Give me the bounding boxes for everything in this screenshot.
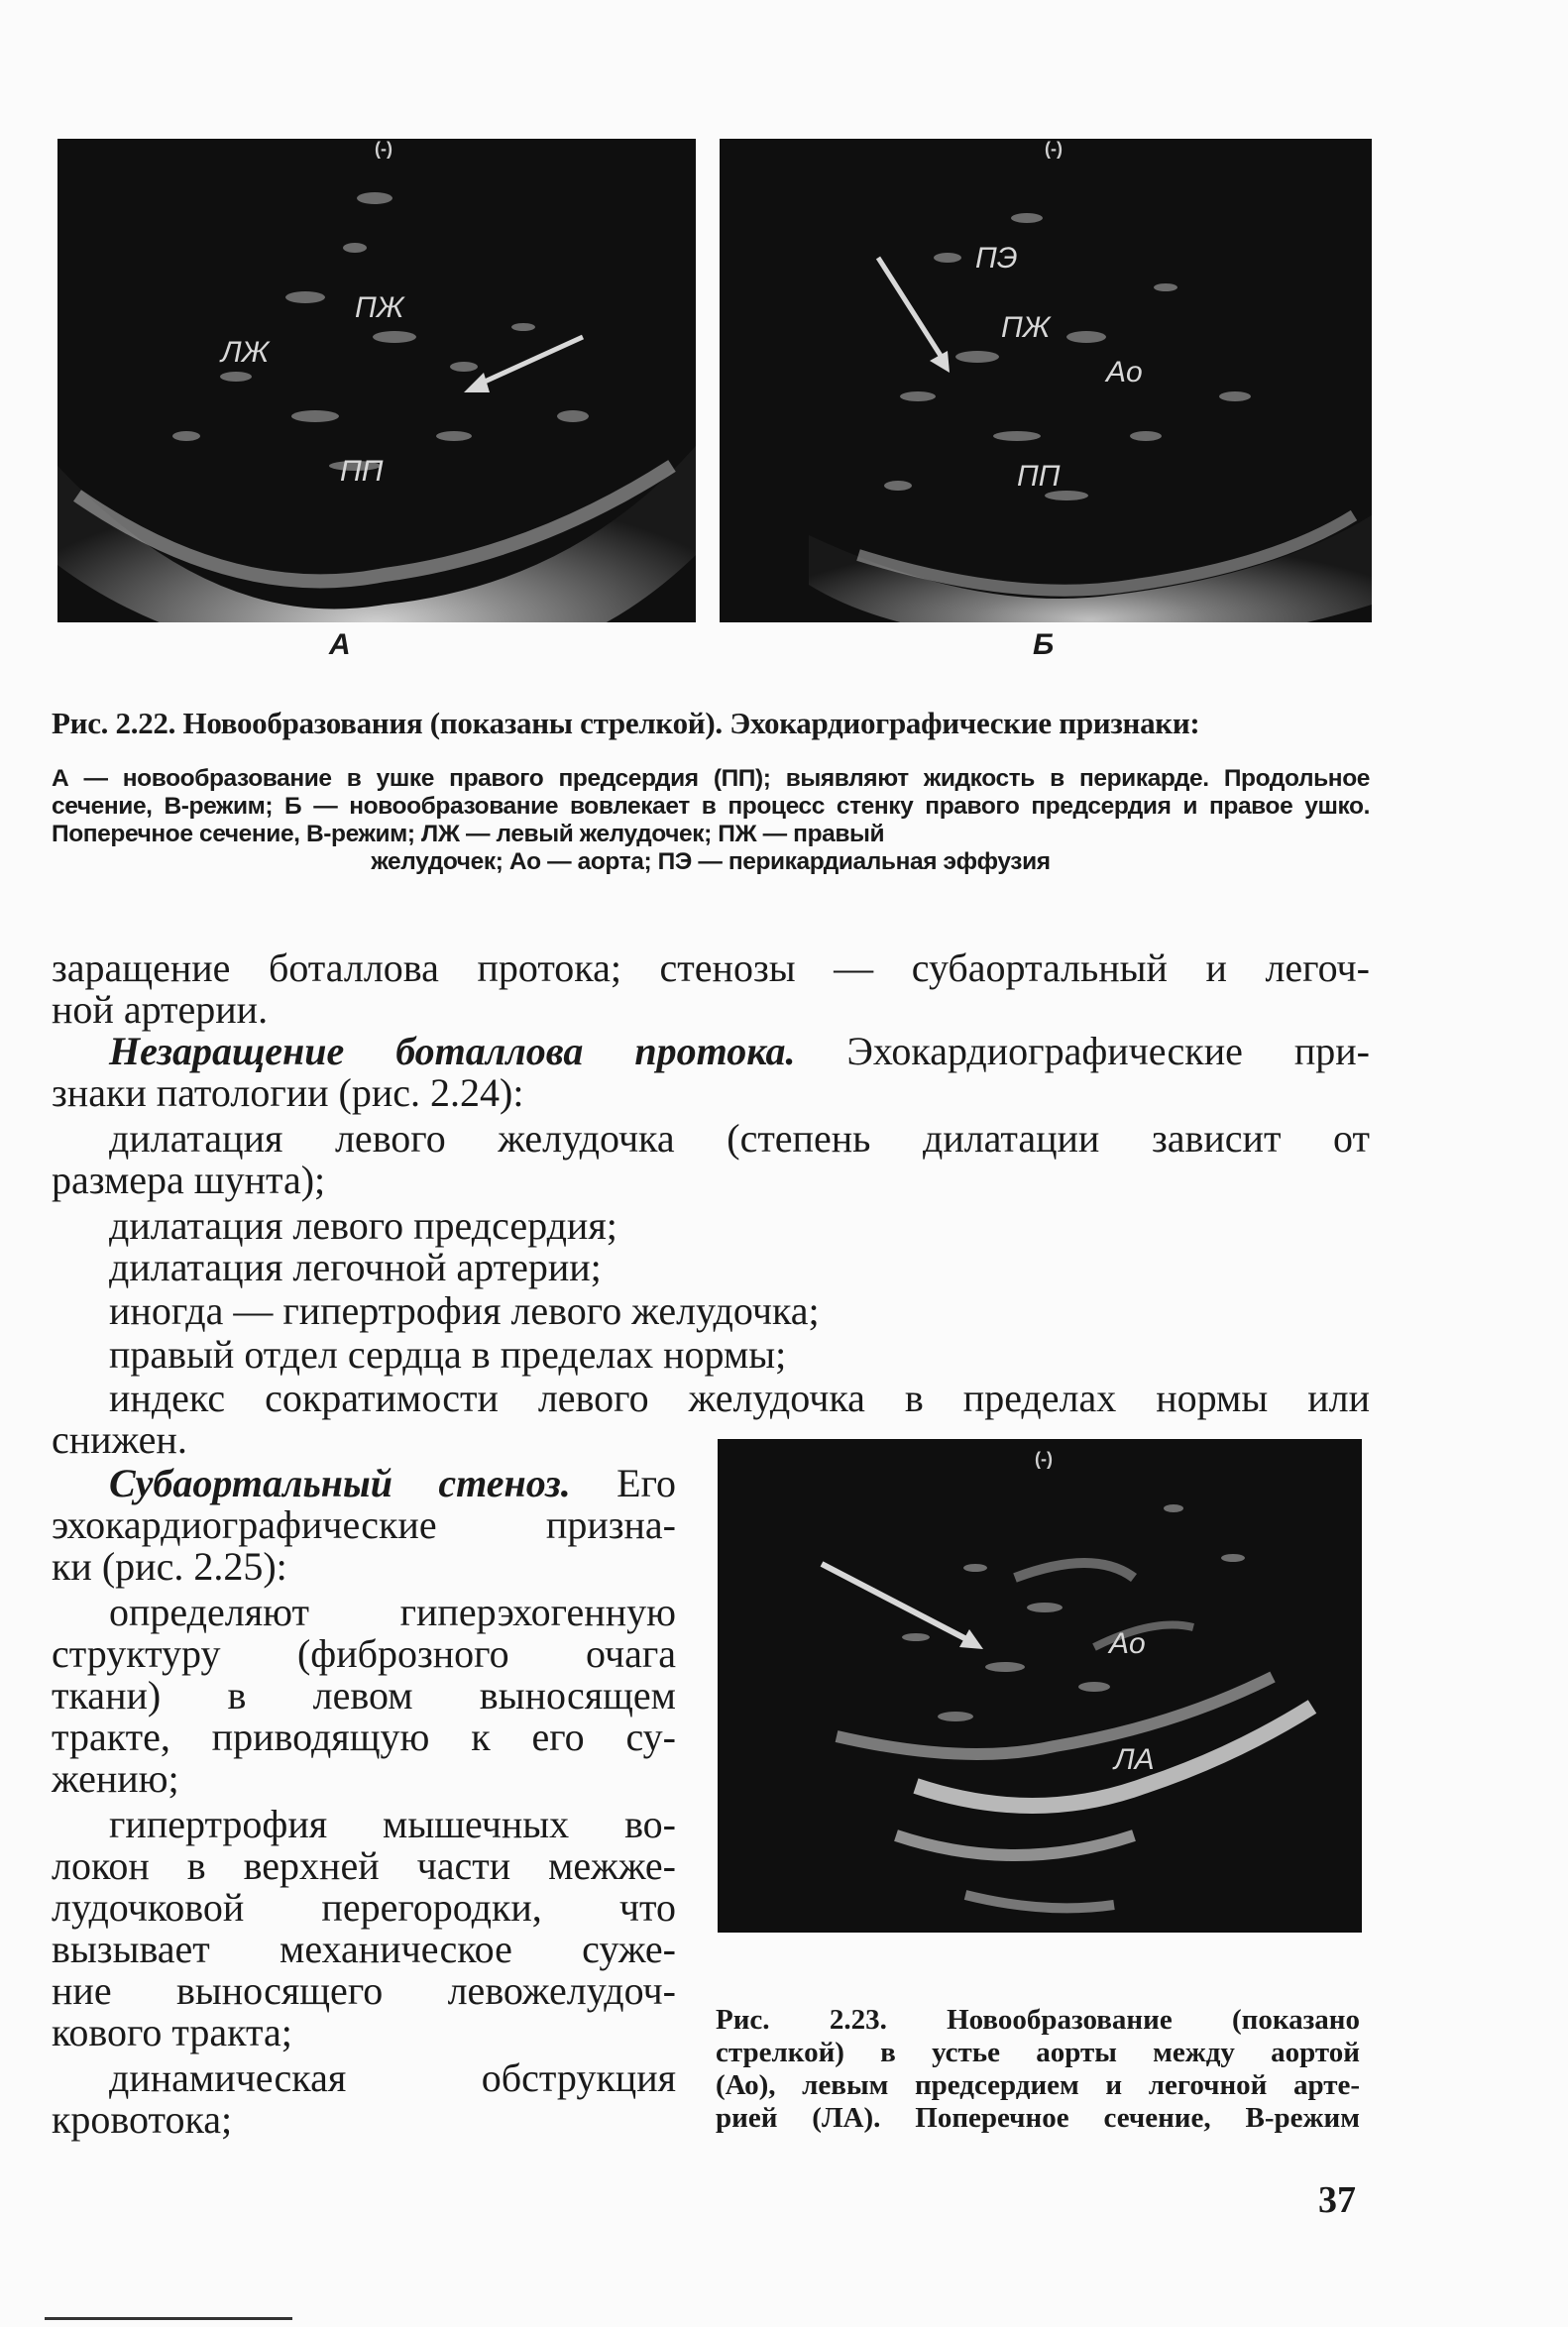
panel-letter-a: А xyxy=(329,628,351,661)
text-line: ки (рис. 2.25): xyxy=(52,1544,287,1589)
list-item: дилатация левого желудочка (степень дилатации зависит от xyxy=(109,1116,1370,1161)
label-pp-a: ПП xyxy=(340,455,384,488)
text-line: Его xyxy=(616,1461,676,1505)
subaortic-paragraph-start xyxy=(109,1463,676,1504)
figure-2-22-caption-last: желудочек; Ао — аорта; ПЭ — перикардиальная эффузия xyxy=(371,848,1051,875)
list-item: дилатация левого предсердия; xyxy=(109,1203,617,1248)
label-pzh-b: ПЖ xyxy=(1001,311,1051,344)
figure-2-23-caption-line: стрелкой) в устье аорты между аортой xyxy=(716,2037,1360,2068)
text-line: жению; xyxy=(52,1756,179,1801)
text-line: снижен. xyxy=(52,1417,187,1462)
list-item: правый отдел сердца в пределах нормы; xyxy=(109,1332,787,1377)
label-ao-b: Ao xyxy=(1106,356,1143,388)
text-line: ной артерии. xyxy=(52,987,269,1032)
echo-marker-a: (-) xyxy=(375,139,392,159)
figure-2-22-caption-body: А — новообразование в ушке правого предсердия (ПП); выявляют жидкость в перикарде. Продольное сечение, В-режим; Б — новообразование вовлекает в процесс стенку правого предсердия и правое ушко. Поперечное сечение, В-режим; ЛЖ — левый желудочек; ПЖ — правый xyxy=(52,765,1370,847)
text-line: заращение боталлова протока; стенозы — субаортальный и легоч- xyxy=(52,945,1370,990)
text-line: ткани) в левом выносящем xyxy=(52,1673,676,1718)
label-pzh-a: ПЖ xyxy=(355,291,404,324)
echo-image-b xyxy=(720,139,1372,622)
text-line: лудочковой перегородки, что xyxy=(52,1885,676,1930)
figure-2-23-caption-line: рией (ЛА). Поперечное сечение, В-режим xyxy=(716,2102,1360,2134)
list-item: иногда — гипертрофия левого желудочка; xyxy=(109,1288,820,1333)
pda-paragraph-start xyxy=(109,1031,1370,1072)
label-ao-2-23: Ao xyxy=(1109,1627,1146,1660)
text-line: кового тракта; xyxy=(52,2010,292,2054)
echo-image-a xyxy=(57,139,696,622)
text-line: размера шунта); xyxy=(52,1158,326,1202)
label-lzh-a: ЛЖ xyxy=(221,336,270,369)
page-number: 37 xyxy=(1318,2179,1356,2221)
list-item: определяют гиперэхогенную xyxy=(109,1590,676,1634)
text-line: структуру (фиброзного очага xyxy=(52,1631,676,1676)
echo-marker-2-23: (-) xyxy=(1035,1449,1053,1469)
figure-2-23-caption-line: Рис. 2.23. Новообразование (показано xyxy=(716,2004,1360,2036)
footer-rule xyxy=(45,2317,292,2320)
figure-2-23-caption-line: (Ао), левым предсердием и легочной арте- xyxy=(716,2069,1360,2101)
list-item: дилатация легочной артерии; xyxy=(109,1245,602,1289)
text-line: кровотока; xyxy=(52,2097,233,2142)
text-line: Эхокардиографические при- xyxy=(846,1029,1370,1073)
echo-marker-b: (-) xyxy=(1045,139,1063,159)
text-line: вызывает механическое суже- xyxy=(52,1927,676,1971)
list-item: индекс сократимости левого желудочка в пределах нормы или xyxy=(109,1376,1370,1420)
text-line: знаки патологии (рис. 2.24): xyxy=(52,1070,524,1115)
text-line: ние выносящего левожелудоч- xyxy=(52,1968,676,2013)
subaortic-heading: Субаортальный стеноз. xyxy=(109,1461,571,1505)
text-line: эхокардиографические призна- xyxy=(52,1502,676,1547)
figure-2-23-caption xyxy=(716,2004,1360,2135)
text-line: тракте, приводящую к его су- xyxy=(52,1715,676,1759)
pda-heading: Незаращение боталлова протока. xyxy=(109,1029,796,1073)
text-line: локон в верхней части межже- xyxy=(52,1843,676,1888)
list-item: динамическая обструкция xyxy=(109,2055,676,2100)
echo-image-2-23 xyxy=(718,1439,1362,1933)
panel-letter-b: Б xyxy=(1033,628,1055,661)
figure-2-22-caption xyxy=(52,765,1370,876)
list-item: гипертрофия мышечных во- xyxy=(109,1802,676,1846)
figure-2-22-title: Рис. 2.22. Новообразования (показаны стрелкой). Эхокардиографические признаки: xyxy=(52,706,1200,740)
label-la-2-23: ЛА xyxy=(1114,1743,1155,1776)
label-pp-b: ПП xyxy=(1017,460,1061,493)
label-pe-b: ПЭ xyxy=(975,242,1018,275)
